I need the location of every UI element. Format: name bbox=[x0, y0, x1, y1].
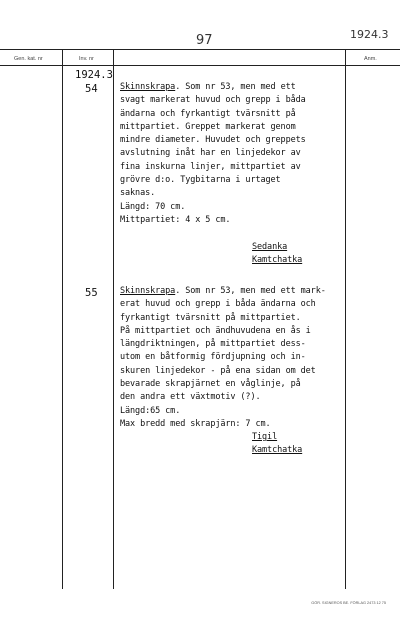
entry-line: grövre d:o. Tygbitarna i urtaget bbox=[120, 175, 281, 186]
page-id: 1924.3 bbox=[350, 28, 389, 41]
entry-line: utom en båtformig fördjupning och in- bbox=[120, 352, 306, 363]
entry-line: den andra ett växtmotiv (?). bbox=[120, 392, 261, 403]
year-label: 1924.3 bbox=[75, 69, 113, 81]
column-header-gen-kat: Gen. kat. nr bbox=[14, 56, 43, 62]
entry-line: längdriktningen, på mittpartiet dess- bbox=[120, 339, 306, 350]
entry-line: mindre diameter. Huvudet och greppets bbox=[120, 135, 306, 146]
entry-line: mittpartiet. Greppet markerat genom bbox=[120, 121, 296, 132]
entry-line: fyrkantigt tvärsnitt på mittpartiet. bbox=[120, 312, 301, 323]
entry-region: Kamtchatka bbox=[252, 255, 303, 265]
entry-line: saknas. bbox=[120, 188, 156, 199]
entry-title: Skinnskrapa bbox=[120, 82, 176, 92]
entry-line: Mittpartiet: 4 x 5 cm. bbox=[120, 214, 231, 225]
column-header-inv: Inv. nr bbox=[79, 56, 94, 62]
column-divider-1 bbox=[62, 49, 63, 589]
entry-first-line: . Som nr 53, men med ett bbox=[175, 82, 296, 92]
entry-line: svagt markerat huvud och grepp i båda bbox=[120, 95, 306, 106]
entry-text bbox=[120, 285, 348, 431]
entry-title: Skinnskrapa bbox=[120, 286, 176, 296]
entry-people: Sedanka bbox=[252, 242, 288, 252]
entry-region: Kamtchatka bbox=[252, 445, 303, 455]
header-bottom-rule bbox=[0, 65, 400, 66]
entry-number: 55 bbox=[85, 287, 98, 299]
entry-line: Max bredd med skrapjärn: 7 cm. bbox=[120, 418, 271, 429]
page-number: 97 bbox=[196, 33, 213, 48]
entry-line: fina inskurna linjer, mittpartiet av bbox=[120, 161, 301, 172]
entry-line: Längd: 70 cm. bbox=[120, 201, 186, 212]
entry-line: ändarna och fyrkantigt tvärsnitt på bbox=[120, 108, 296, 119]
column-header-anm: Anm. bbox=[364, 56, 377, 62]
printer-footer: GÖR. SIGNEROS BE. FÖRLAG 2473 12 75 bbox=[311, 601, 386, 605]
entry-line: Längd:65 cm. bbox=[120, 405, 181, 416]
entry-line: erat huvud och grepp i båda ändarna och bbox=[120, 299, 316, 310]
entry-line: bevarade skrapjärnet en våglinje, på bbox=[120, 379, 301, 390]
header-top-rule bbox=[0, 49, 400, 50]
column-divider-2 bbox=[113, 49, 114, 589]
entry-line: På mittpartiet och ändhuvudena en ås i bbox=[120, 325, 311, 336]
entry-line: avslutning inåt har en linjedekor av bbox=[120, 148, 301, 159]
entry-text bbox=[120, 81, 348, 227]
entry-first-line: . Som nr 53, men med ett mark- bbox=[175, 286, 326, 296]
entry-line: skuren linjedekor - på ena sidan om det bbox=[120, 365, 316, 376]
entry-number: 54 bbox=[85, 83, 98, 95]
entry-people: Tigil bbox=[252, 432, 278, 442]
